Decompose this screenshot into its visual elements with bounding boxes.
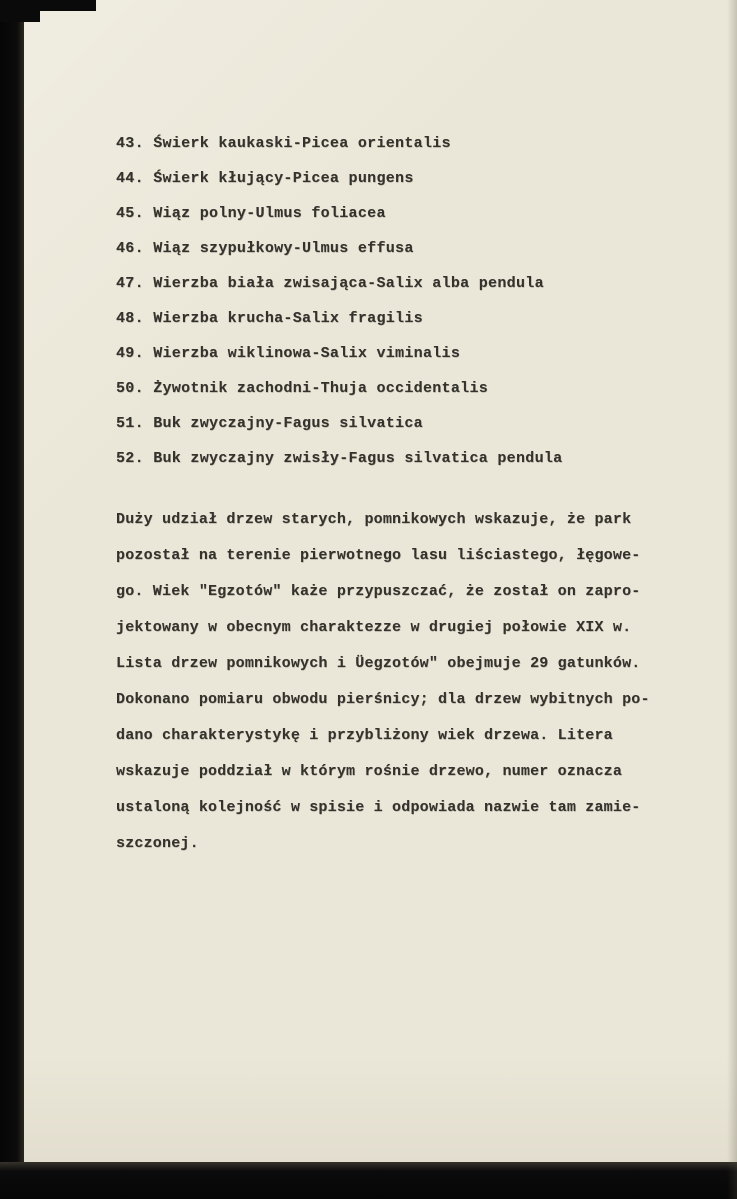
paragraph-line: jektowany w obecnym charaktezze w drugiej połowie XIX w. — [116, 619, 632, 636]
list-item: 46. Wiąz szypułkowy-Ulmus effusa — [116, 240, 414, 257]
list-item: 45. Wiąz polny-Ulmus foliacea — [116, 205, 386, 222]
scan-edge-left — [0, 0, 24, 1199]
list-item: 51. Buk zwyczajny-Fagus silvatica — [116, 415, 423, 432]
tree-species-list — [116, 126, 691, 476]
paragraph-line: ustaloną kolejność w spisie i odpowiada nazwie tam zamie- — [116, 799, 641, 816]
list-item: 50. Żywotnik zachodni-Thuja occidentalis — [116, 380, 489, 397]
paragraph-line: wskazuje poddział w którym rośnie drzewo, numer oznacza — [116, 763, 623, 780]
paragraph-line: pozostał na terenie pierwotnego lasu liściastego, łęgowe- — [116, 547, 641, 564]
paragraph-line: szczonej. — [116, 835, 199, 852]
paragraph-line: go. Wiek "Egzotów" każe przypuszczać, że został on zapro- — [116, 583, 641, 600]
document-content — [116, 126, 691, 862]
list-item: 49. Wierzba wiklinowa-Salix viminalis — [116, 345, 461, 362]
scan-edge-right-shade — [727, 0, 737, 1199]
scan-edge-top-corner — [0, 0, 40, 22]
list-item: 48. Wierzba krucha-Salix fragilis — [116, 310, 423, 327]
paragraph-line: Lista drzew pomnikowych i Üegzotów" obejmuje 29 gatunków. — [116, 655, 641, 672]
body-paragraph — [116, 502, 691, 862]
list-item: 44. Świerk kłujący-Picea pungens — [116, 170, 414, 187]
paragraph-line: Dokonano pomiaru obwodu pierśnicy; dla drzew wybitnych po- — [116, 691, 650, 708]
list-item: 47. Wierzba biała zwisająca-Salix alba pendula — [116, 275, 544, 292]
list-item: 43. Świerk kaukaski-Picea orientalis — [116, 135, 451, 152]
scan-edge-bottom — [0, 1162, 737, 1199]
paragraph-line: Duży udział drzew starych, pomnikowych wskazuje, że park — [116, 511, 632, 528]
paragraph-line: dano charakterystykę i przybliżony wiek drzewa. Litera — [116, 727, 613, 744]
list-item: 52. Buk zwyczajny zwisły-Fagus silvatica pendula — [116, 450, 563, 467]
